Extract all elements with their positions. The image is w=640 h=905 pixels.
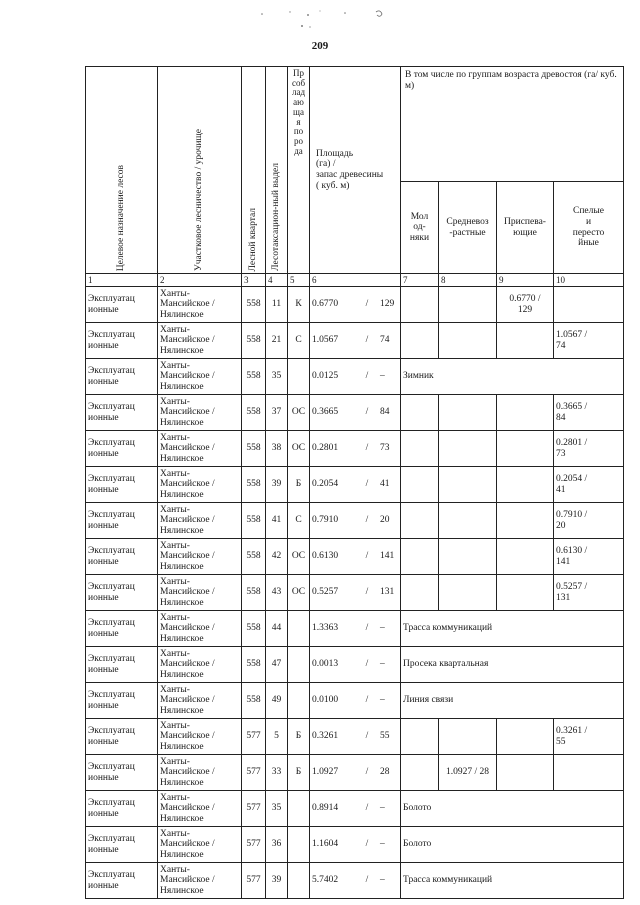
cell-young <box>401 719 439 755</box>
area-volume-separator: / <box>365 587 369 598</box>
cell-allotment: 47 <box>266 647 288 683</box>
cell-middle-aged <box>439 287 497 323</box>
table-row <box>86 683 624 719</box>
cell-area-volume <box>310 863 401 899</box>
cell-forestry: Ханты- Мансийское / Нялинское <box>158 611 242 647</box>
cell-young <box>401 323 439 359</box>
cell-note: Зимник <box>401 359 624 395</box>
cell-area-volume <box>310 611 401 647</box>
cell-allotment: 37 <box>266 395 288 431</box>
forest-inventory-table <box>85 66 624 899</box>
volume-value: 141 <box>380 551 395 562</box>
column-number: 4 <box>266 274 288 287</box>
table-row <box>86 287 624 323</box>
cell-forestry: Ханты- Мансийское / Нялинское <box>158 431 242 467</box>
header-forestry: Участковое лесничество / урочище <box>158 67 242 274</box>
cell-allotment: 36 <box>266 827 288 863</box>
cell-maturing <box>497 755 554 791</box>
cell-note: Трасса коммуникаций <box>401 863 624 899</box>
cell-purpose: Эксплуатац ионные <box>86 467 158 503</box>
area-value: 0.3665 <box>312 407 339 418</box>
volume-value: 28 <box>380 767 390 778</box>
area-volume-separator: / <box>365 335 369 346</box>
cell-allotment: 49 <box>266 683 288 719</box>
cell-note: Трасса коммуникаций <box>401 611 624 647</box>
column-number: 3 <box>242 274 266 287</box>
volume-value: 74 <box>380 335 390 346</box>
area-volume-separator: / <box>365 515 369 526</box>
cell-forestry: Ханты- Мансийское / Нялинское <box>158 467 242 503</box>
cell-species: ОС <box>288 575 310 611</box>
cell-species <box>288 359 310 395</box>
cell-species: Б <box>288 467 310 503</box>
cell-allotment: 11 <box>266 287 288 323</box>
area-value: 0.7910 <box>312 515 339 526</box>
cell-purpose: Эксплуатац ионные <box>86 287 158 323</box>
area-volume-separator: / <box>365 659 369 670</box>
cell-species: ОС <box>288 431 310 467</box>
cell-mature: 0.7910 / 20 <box>554 503 624 539</box>
cell-middle-aged <box>439 431 497 467</box>
volume-value: 131 <box>380 587 395 598</box>
cell-maturing <box>497 431 554 467</box>
area-volume-separator: / <box>365 803 369 814</box>
cell-quarter: 558 <box>242 539 266 575</box>
cell-maturing <box>497 575 554 611</box>
area-value: 0.3261 <box>312 731 339 742</box>
cell-purpose: Эксплуатац ионные <box>86 539 158 575</box>
cell-species: ОС <box>288 539 310 575</box>
header-maturing: Приспева- ющие <box>497 182 554 274</box>
area-value: 1.3363 <box>312 623 339 634</box>
cell-middle-aged <box>439 467 497 503</box>
cell-quarter: 577 <box>242 827 266 863</box>
cell-middle-aged <box>439 575 497 611</box>
cell-mature: 0.2054 / 41 <box>554 467 624 503</box>
area-volume-separator: / <box>365 767 369 778</box>
column-number: 10 <box>554 274 624 287</box>
cell-middle-aged: 1.0927 / 28 <box>439 755 497 791</box>
scan-artifact-marks <box>250 6 400 30</box>
cell-forestry: Ханты- Мансийское / Нялинское <box>158 827 242 863</box>
cell-species: Б <box>288 755 310 791</box>
table-row <box>86 863 624 899</box>
area-value: 0.6130 <box>312 551 339 562</box>
cell-allotment: 38 <box>266 431 288 467</box>
cell-middle-aged <box>439 539 497 575</box>
cell-forestry: Ханты- Мансийское / Нялинское <box>158 791 242 827</box>
header-allotment: Лесотаксацион-ный выдел <box>266 67 288 274</box>
cell-area-volume <box>310 647 401 683</box>
cell-note: Просека квартальная <box>401 647 624 683</box>
cell-young <box>401 575 439 611</box>
cell-allotment: 21 <box>266 323 288 359</box>
cell-allotment: 35 <box>266 791 288 827</box>
cell-maturing <box>497 395 554 431</box>
cell-maturing <box>497 539 554 575</box>
table-row <box>86 575 624 611</box>
table-row <box>86 395 624 431</box>
cell-young <box>401 755 439 791</box>
cell-allotment: 43 <box>266 575 288 611</box>
cell-allotment: 41 <box>266 503 288 539</box>
cell-species <box>288 827 310 863</box>
table-row <box>86 647 624 683</box>
cell-middle-aged <box>439 323 497 359</box>
cell-note: Болото <box>401 827 624 863</box>
cell-quarter: 558 <box>242 611 266 647</box>
volume-value: 129 <box>380 299 395 310</box>
volume-value: 73 <box>380 443 390 454</box>
cell-quarter: 558 <box>242 359 266 395</box>
cell-young <box>401 539 439 575</box>
table-row <box>86 755 624 791</box>
cell-forestry: Ханты- Мансийское / Нялинское <box>158 719 242 755</box>
area-volume-separator: / <box>365 299 369 310</box>
area-volume-separator: / <box>365 443 369 454</box>
table-row <box>86 467 624 503</box>
area-volume-separator: / <box>365 551 369 562</box>
area-value: 1.0927 <box>312 767 339 778</box>
cell-mature: 0.3665 / 84 <box>554 395 624 431</box>
area-volume-separator: / <box>365 839 369 850</box>
cell-quarter: 558 <box>242 431 266 467</box>
table-row <box>86 827 624 863</box>
cell-purpose: Эксплуатац ионные <box>86 395 158 431</box>
cell-species <box>288 683 310 719</box>
area-value: 1.0567 <box>312 335 339 346</box>
volume-value: 55 <box>380 731 390 742</box>
cell-area-volume <box>310 503 401 539</box>
cell-allotment: 35 <box>266 359 288 395</box>
cell-area-volume <box>310 287 401 323</box>
cell-species: С <box>288 323 310 359</box>
header-species: Пр соб лад аю ща я по ро да <box>288 67 310 274</box>
cell-maturing <box>497 467 554 503</box>
cell-species <box>288 647 310 683</box>
area-volume-separator: / <box>365 695 369 706</box>
column-number: 5 <box>288 274 310 287</box>
cell-species: Б <box>288 719 310 755</box>
area-volume-separator: / <box>365 731 369 742</box>
cell-purpose: Эксплуатац ионные <box>86 323 158 359</box>
cell-allotment: 42 <box>266 539 288 575</box>
volume-value: – <box>380 623 385 634</box>
column-number: 2 <box>158 274 242 287</box>
table-row <box>86 431 624 467</box>
cell-purpose: Эксплуатац ионные <box>86 647 158 683</box>
page-number: 209 <box>311 40 329 52</box>
cell-area-volume <box>310 323 401 359</box>
cell-forestry: Ханты- Мансийское / Нялинское <box>158 683 242 719</box>
area-value: 0.5257 <box>312 587 339 598</box>
area-value: 0.6770 <box>312 299 339 310</box>
cell-middle-aged <box>439 395 497 431</box>
table-row <box>86 611 624 647</box>
cell-mature: 0.5257 / 131 <box>554 575 624 611</box>
cell-mature: 0.2801 / 73 <box>554 431 624 467</box>
table-body <box>86 287 624 899</box>
column-number: 8 <box>439 274 497 287</box>
cell-quarter: 558 <box>242 287 266 323</box>
cell-mature <box>554 755 624 791</box>
cell-forestry: Ханты- Мансийское / Нялинское <box>158 287 242 323</box>
cell-species: С <box>288 503 310 539</box>
cell-mature: 0.6130 / 141 <box>554 539 624 575</box>
area-value: 0.0100 <box>312 695 339 706</box>
area-value: 0.0013 <box>312 659 339 670</box>
cell-middle-aged <box>439 719 497 755</box>
cell-note: Болото <box>401 791 624 827</box>
cell-forestry: Ханты- Мансийское / Нялинское <box>158 503 242 539</box>
column-number: 7 <box>401 274 439 287</box>
cell-mature: 0.3261 / 55 <box>554 719 624 755</box>
cell-young <box>401 503 439 539</box>
scan-noise-graphic <box>250 6 400 30</box>
cell-forestry: Ханты- Мансийское / Нялинское <box>158 359 242 395</box>
volume-value: – <box>380 875 385 886</box>
area-volume-separator: / <box>365 875 369 886</box>
cell-area-volume <box>310 431 401 467</box>
cell-quarter: 577 <box>242 755 266 791</box>
cell-quarter: 577 <box>242 719 266 755</box>
cell-species <box>288 791 310 827</box>
cell-quarter: 558 <box>242 503 266 539</box>
cell-allotment: 39 <box>266 863 288 899</box>
area-value: 1.1604 <box>312 839 339 850</box>
cell-quarter: 558 <box>242 647 266 683</box>
cell-forestry: Ханты- Мансийское / Нялинское <box>158 647 242 683</box>
table-row <box>86 359 624 395</box>
cell-area-volume <box>310 395 401 431</box>
cell-area-volume <box>310 791 401 827</box>
header-mature: Спелые и пересто йные <box>554 182 624 274</box>
cell-area-volume <box>310 539 401 575</box>
cell-quarter: 558 <box>242 467 266 503</box>
cell-forestry: Ханты- Мансийское / Нялинское <box>158 863 242 899</box>
table-row <box>86 791 624 827</box>
column-number: 6 <box>310 274 401 287</box>
volume-value: – <box>380 695 385 706</box>
cell-allotment: 39 <box>266 467 288 503</box>
cell-forestry: Ханты- Мансийское / Нялинское <box>158 395 242 431</box>
volume-value: 41 <box>380 479 390 490</box>
cell-young <box>401 467 439 503</box>
area-value: 0.2054 <box>312 479 339 490</box>
column-number: 9 <box>497 274 554 287</box>
cell-forestry: Ханты- Мансийское / Нялинское <box>158 323 242 359</box>
cell-allotment: 5 <box>266 719 288 755</box>
cell-forestry: Ханты- Мансийское / Нялинское <box>158 539 242 575</box>
cell-mature <box>554 287 624 323</box>
cell-young <box>401 395 439 431</box>
area-value: 5.7402 <box>312 875 339 886</box>
cell-area-volume <box>310 683 401 719</box>
cell-species: ОС <box>288 395 310 431</box>
volume-value: – <box>380 371 385 382</box>
cell-area-volume <box>310 575 401 611</box>
cell-area-volume <box>310 755 401 791</box>
area-volume-separator: / <box>365 479 369 490</box>
cell-species <box>288 611 310 647</box>
cell-maturing <box>497 503 554 539</box>
cell-species <box>288 863 310 899</box>
volume-value: – <box>380 839 385 850</box>
volume-value: 84 <box>380 407 390 418</box>
area-value: 0.0125 <box>312 371 339 382</box>
cell-maturing: 0.6770 / 129 <box>497 287 554 323</box>
cell-purpose: Эксплуатац ионные <box>86 827 158 863</box>
cell-species: К <box>288 287 310 323</box>
cell-purpose: Эксплуатац ионные <box>86 503 158 539</box>
cell-purpose: Эксплуатац ионные <box>86 791 158 827</box>
volume-value: – <box>380 803 385 814</box>
cell-quarter: 577 <box>242 863 266 899</box>
cell-quarter: 577 <box>242 791 266 827</box>
cell-mature: 1.0567 / 74 <box>554 323 624 359</box>
area-volume-separator: / <box>365 623 369 634</box>
cell-area-volume <box>310 719 401 755</box>
cell-middle-aged <box>439 503 497 539</box>
area-value: 0.8914 <box>312 803 339 814</box>
area-volume-separator: / <box>365 407 369 418</box>
table-row <box>86 539 624 575</box>
volume-value: – <box>380 659 385 670</box>
cell-young <box>401 431 439 467</box>
cell-forestry: Ханты- Мансийское / Нялинское <box>158 575 242 611</box>
cell-area-volume <box>310 827 401 863</box>
header-purpose: Целевое назначение лесов <box>86 67 158 274</box>
header-middle-aged: Средневоз -растные <box>439 182 497 274</box>
table-row <box>86 719 624 755</box>
volume-value: 20 <box>380 515 390 526</box>
cell-purpose: Эксплуатац ионные <box>86 359 158 395</box>
cell-purpose: Эксплуатац ионные <box>86 683 158 719</box>
header-quarter: Лесной квартал <box>242 67 266 274</box>
cell-purpose: Эксплуатац ионные <box>86 611 158 647</box>
area-value: 0.2801 <box>312 443 339 454</box>
cell-young <box>401 287 439 323</box>
cell-quarter: 558 <box>242 683 266 719</box>
column-number: 1 <box>86 274 158 287</box>
cell-allotment: 44 <box>266 611 288 647</box>
cell-quarter: 558 <box>242 323 266 359</box>
cell-maturing <box>497 719 554 755</box>
cell-quarter: 558 <box>242 395 266 431</box>
area-volume-separator: / <box>365 371 369 382</box>
header-area: Площадь (га) / запас древесины ( куб. м) <box>310 67 401 274</box>
cell-purpose: Эксплуатац ионные <box>86 719 158 755</box>
cell-maturing <box>497 323 554 359</box>
cell-purpose: Эксплуатац ионные <box>86 755 158 791</box>
header-young: Мол од- няки <box>401 182 439 274</box>
cell-area-volume <box>310 467 401 503</box>
column-number-row <box>86 274 624 287</box>
table-row <box>86 323 624 359</box>
cell-purpose: Эксплуатац ионные <box>86 863 158 899</box>
cell-purpose: Эксплуатац ионные <box>86 431 158 467</box>
header-age-group: В том числе по группам возраста древостоя (га/ куб. м) <box>401 67 624 182</box>
cell-note: Линия связи <box>401 683 624 719</box>
cell-forestry: Ханты- Мансийское / Нялинское <box>158 755 242 791</box>
table-row <box>86 503 624 539</box>
cell-purpose: Эксплуатац ионные <box>86 575 158 611</box>
cell-area-volume <box>310 359 401 395</box>
cell-allotment: 33 <box>266 755 288 791</box>
cell-quarter: 558 <box>242 575 266 611</box>
